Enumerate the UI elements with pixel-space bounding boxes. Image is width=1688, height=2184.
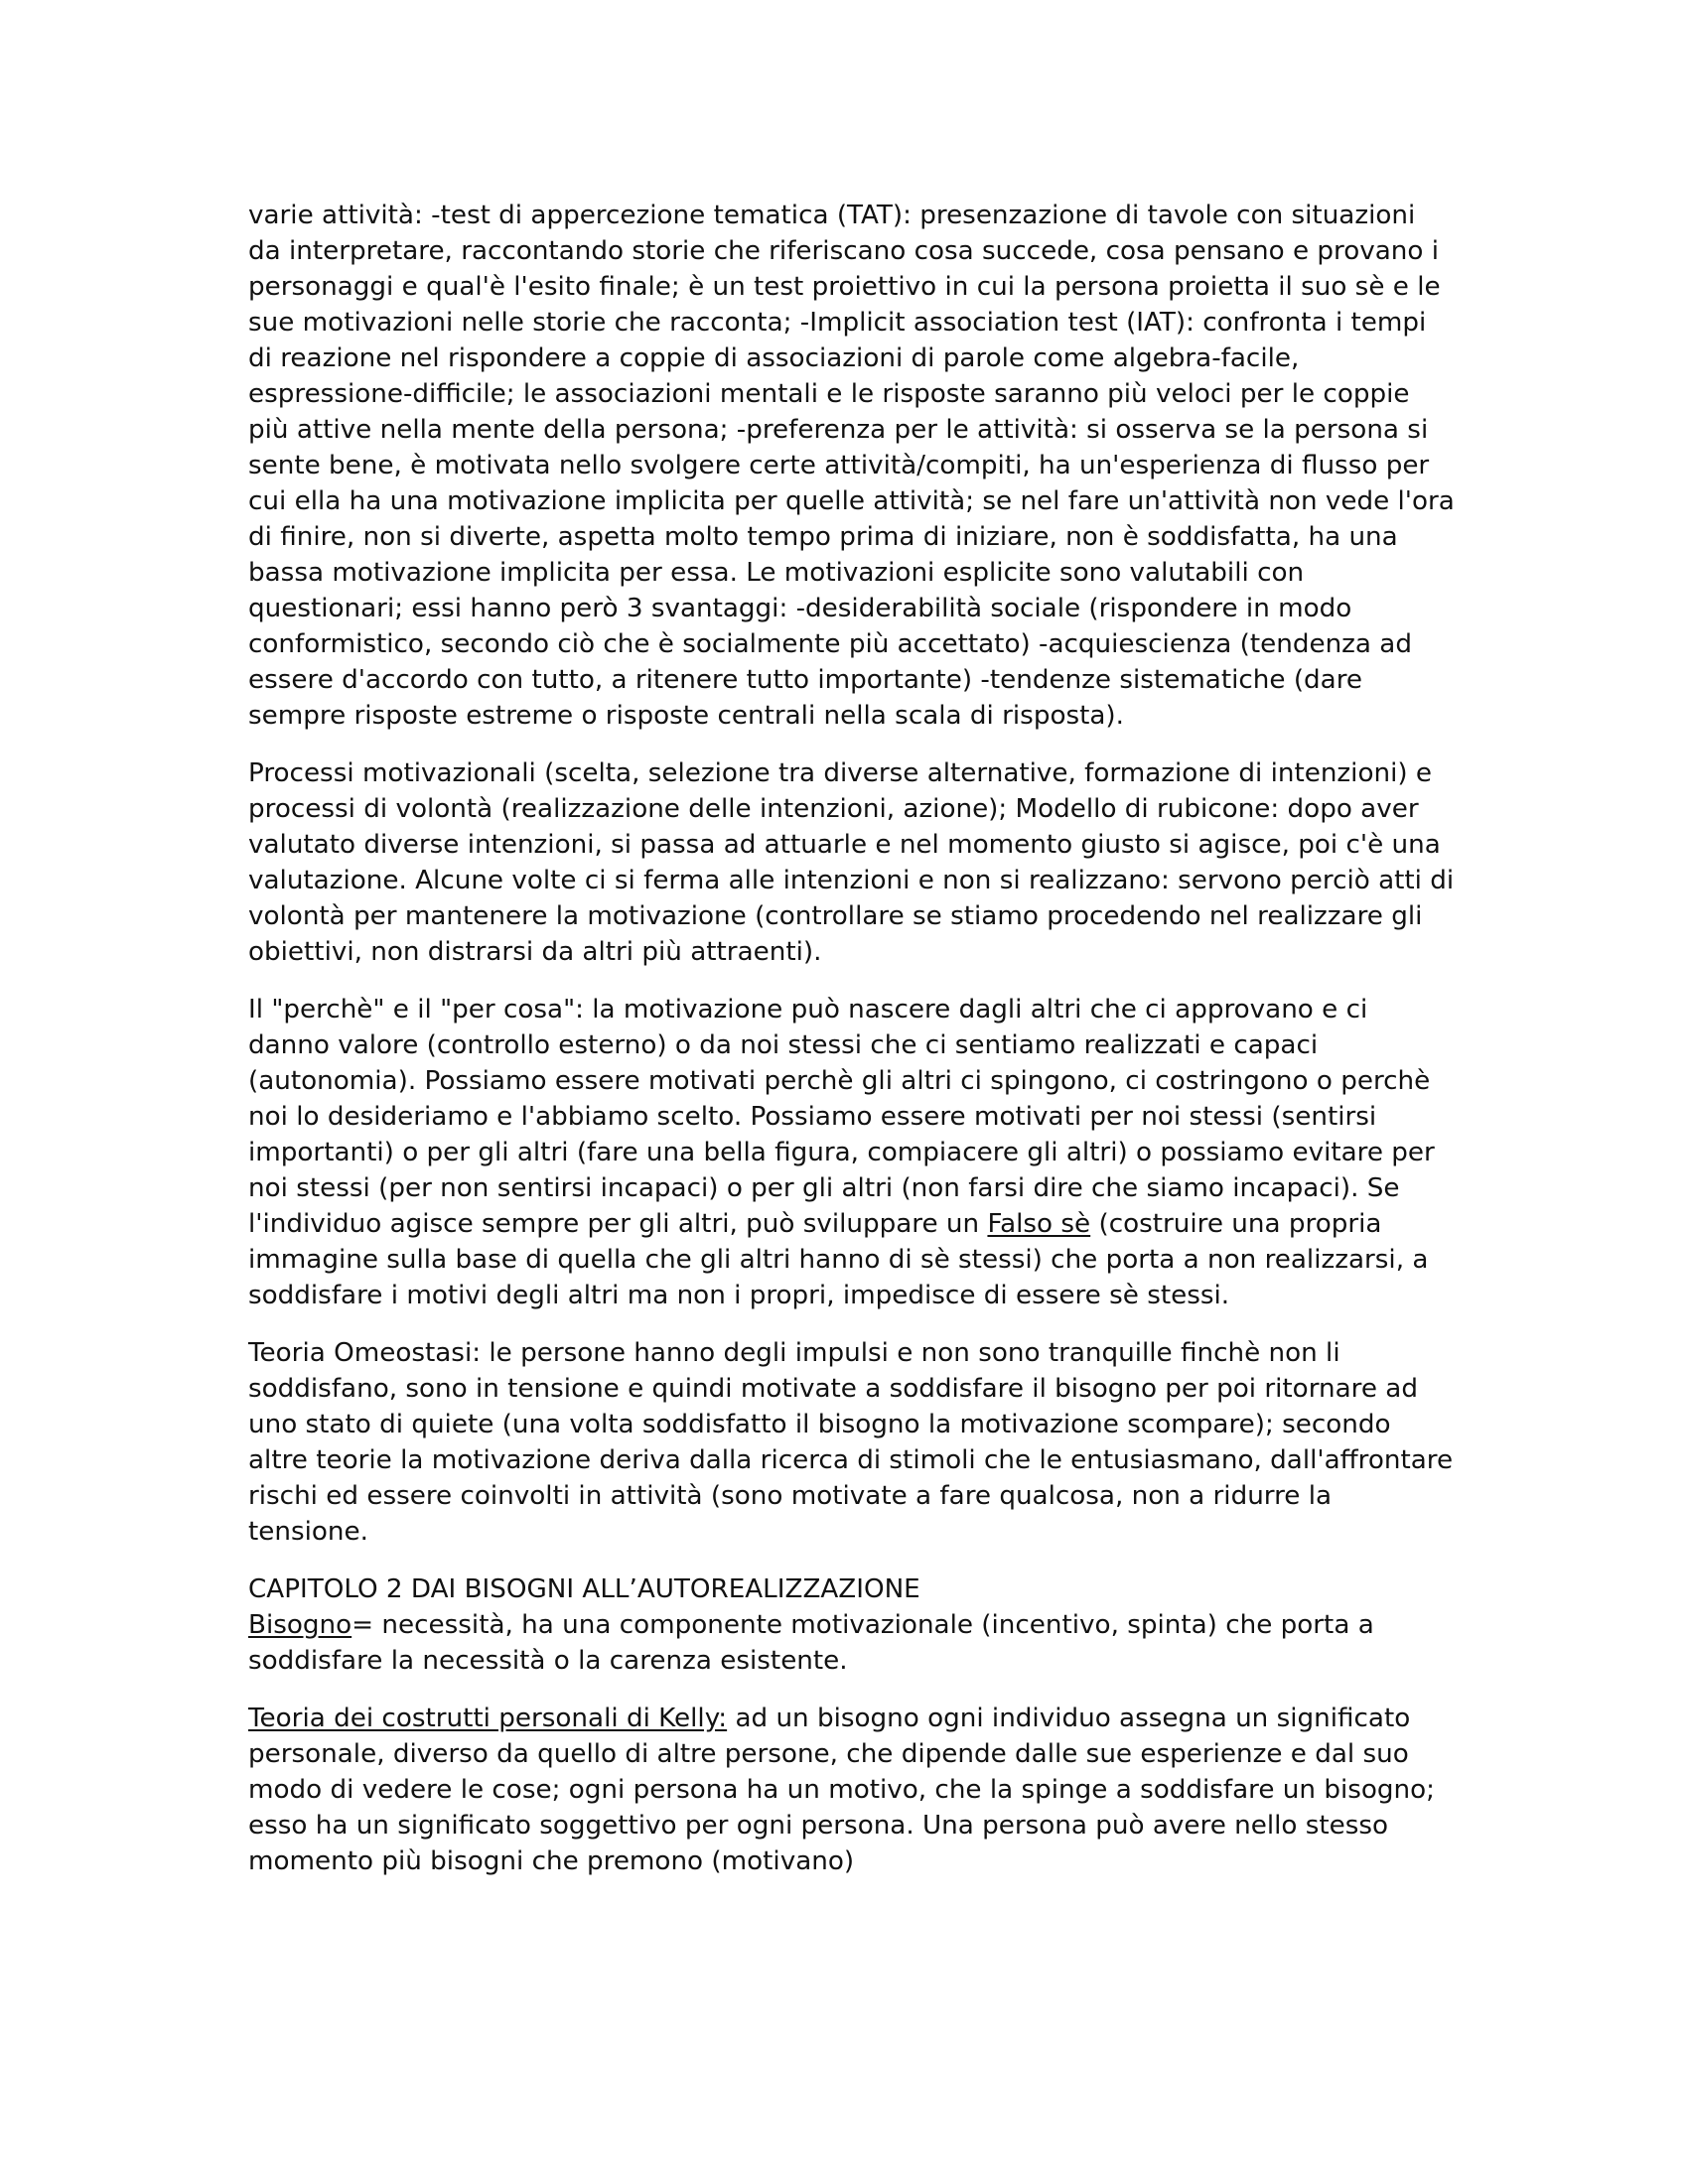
paragraph-why-and-what-for	[248, 992, 1455, 1313]
paragraph-kelly-theory	[248, 1701, 1455, 1879]
paragraph-implicit-motivation-tests: varie attività: -test di appercezione tematica (TAT): presenzazione di tavole con situazioni da interpretare, raccontando storie che riferiscano cosa succede, cosa pensano e provano i personaggi e qual'è l'esito finale; è un test proiettivo in cui la persona proietta il suo sè e le sue motivazioni nelle storie che racconta; -Implicit association test (IAT): confronta i tempi di reazione nel rispondere a coppie di associazioni di parole come algebra-facile, espressione-difficile; le associazioni mentali e le risposte saranno più veloci per le coppie più attive nella mente della persona; -preferenza per le attività: si osserva se la persona si sente bene, è motivata nello svolgere certe attività/compiti, ha un'esperienza di flusso per cui ella ha una motivazione implicita per quelle attività; se nel fare un'attività non vede l'ora di finire, non si diverte, aspetta molto tempo prima di iniziare, non è soddisfatta, ha una bassa motivazione implicita per essa. Le motivazioni esplicite sono valutabili con questionari; essi hanno però 3 svantaggi: -desiderabilità sociale (rispondere in modo conformistico, secondo ciò che è socialmente più accettato) -acquiescienza (tendenza ad essere d'accordo con tutto, a ritenere tutto importante) -tendenze sistematiche (dare sempre risposte estreme o risposte centrali nella scala di risposta).	[248, 201, 1455, 731]
chapter-heading: CAPITOLO 2 DAI BISOGNI ALL’AUTOREALIZZAZIONE	[248, 1574, 920, 1604]
paragraph-rubicon-model: Processi motivazionali (scelta, selezione tra diverse alternative, formazione di intenzioni) e processi di volontà (realizzazione delle intenzioni, azione); Modello di rubicone: dopo aver valutato diverse intenzioni, si passa ad attuarle e nel momento giusto si agisce, poi c'è una valutazione. Alcune volte ci si ferma alle intenzioni e non si realizzano: servono perciò atti di volontà per mantenere la motivazione (controllare se stiamo procedendo nel realizzare gli obiettivi, non distrarsi da altri più attraenti).	[248, 758, 1455, 967]
p3-text-before: Il "perchè" e il "per cosa": la motivazione può nascere dagli altri che ci approvano e ci danno valore (controllo esterno) o da noi stessi che ci sentiamo realizzati e capaci (autonomia). Possiamo essere motivati perchè gli altri ci spingono, ci costringono o perchè noi lo desideriamo e l'abbiamo scelto. Possiamo essere motivati per noi stessi (sentirsi importanti) o per gli altri (fare una bella figura, compiacere gli altri) o possiamo evitare per noi stessi (per non sentirsi incapaci) o per gli altri (non farsi dire che siamo incapaci). Se l'individuo agisce sempre per gli altri, può sviluppare un	[248, 995, 1435, 1239]
term-bisogno: Bisogno	[248, 1610, 352, 1640]
p3-text-after: (costruire una propria immagine sulla base di quella che gli altri hanno di sè stessi) che porta a non realizzarsi, a soddisfare i motivi degli altri ma non i propri, impedisce di essere sè stessi.	[248, 1209, 1429, 1310]
definition-bisogno	[248, 1607, 1455, 1679]
document-page	[248, 198, 1455, 1901]
kelly-theory-text: ad un bisogno ogni individuo assegna un significato personale, diverso da quello di altre persone, che dipende dalle sue esperienze e dal suo modo di vedere le cose; ogni persona ha un motivo, che la spinge a soddisfare un bisogno; esso ha un significato soggettivo per ogni persona. Una persona può avere nello stesso momento più bisogni che premono (motivano)	[248, 1704, 1435, 1876]
paragraph-homeostasis-theory: Teoria Omeostasi: le persone hanno degli impulsi e non sono tranquille finchè non li soddisfano, sono in tensione e quindi motivate a soddisfare il bisogno per poi ritornare ad uno stato di quiete (una volta soddisfatto il bisogno la motivazione scompare); secondo altre teorie la motivazione deriva dalla ricerca di stimoli che le entusiasmano, dall'affrontare rischi ed essere coinvolti in attività (sono motivate a fare qualcosa, non a ridurre la tensione.	[248, 1338, 1454, 1547]
term-falso-se: Falso sè	[987, 1209, 1091, 1239]
term-kelly-theory: Teoria dei costrutti personali di Kelly:	[248, 1704, 728, 1733]
definition-text: = necessità, ha una componente motivazionale (incentivo, spinta) che porta a soddisfare la necessità o la carenza esistente.	[248, 1610, 1374, 1676]
chapter-block	[248, 1571, 1455, 1679]
